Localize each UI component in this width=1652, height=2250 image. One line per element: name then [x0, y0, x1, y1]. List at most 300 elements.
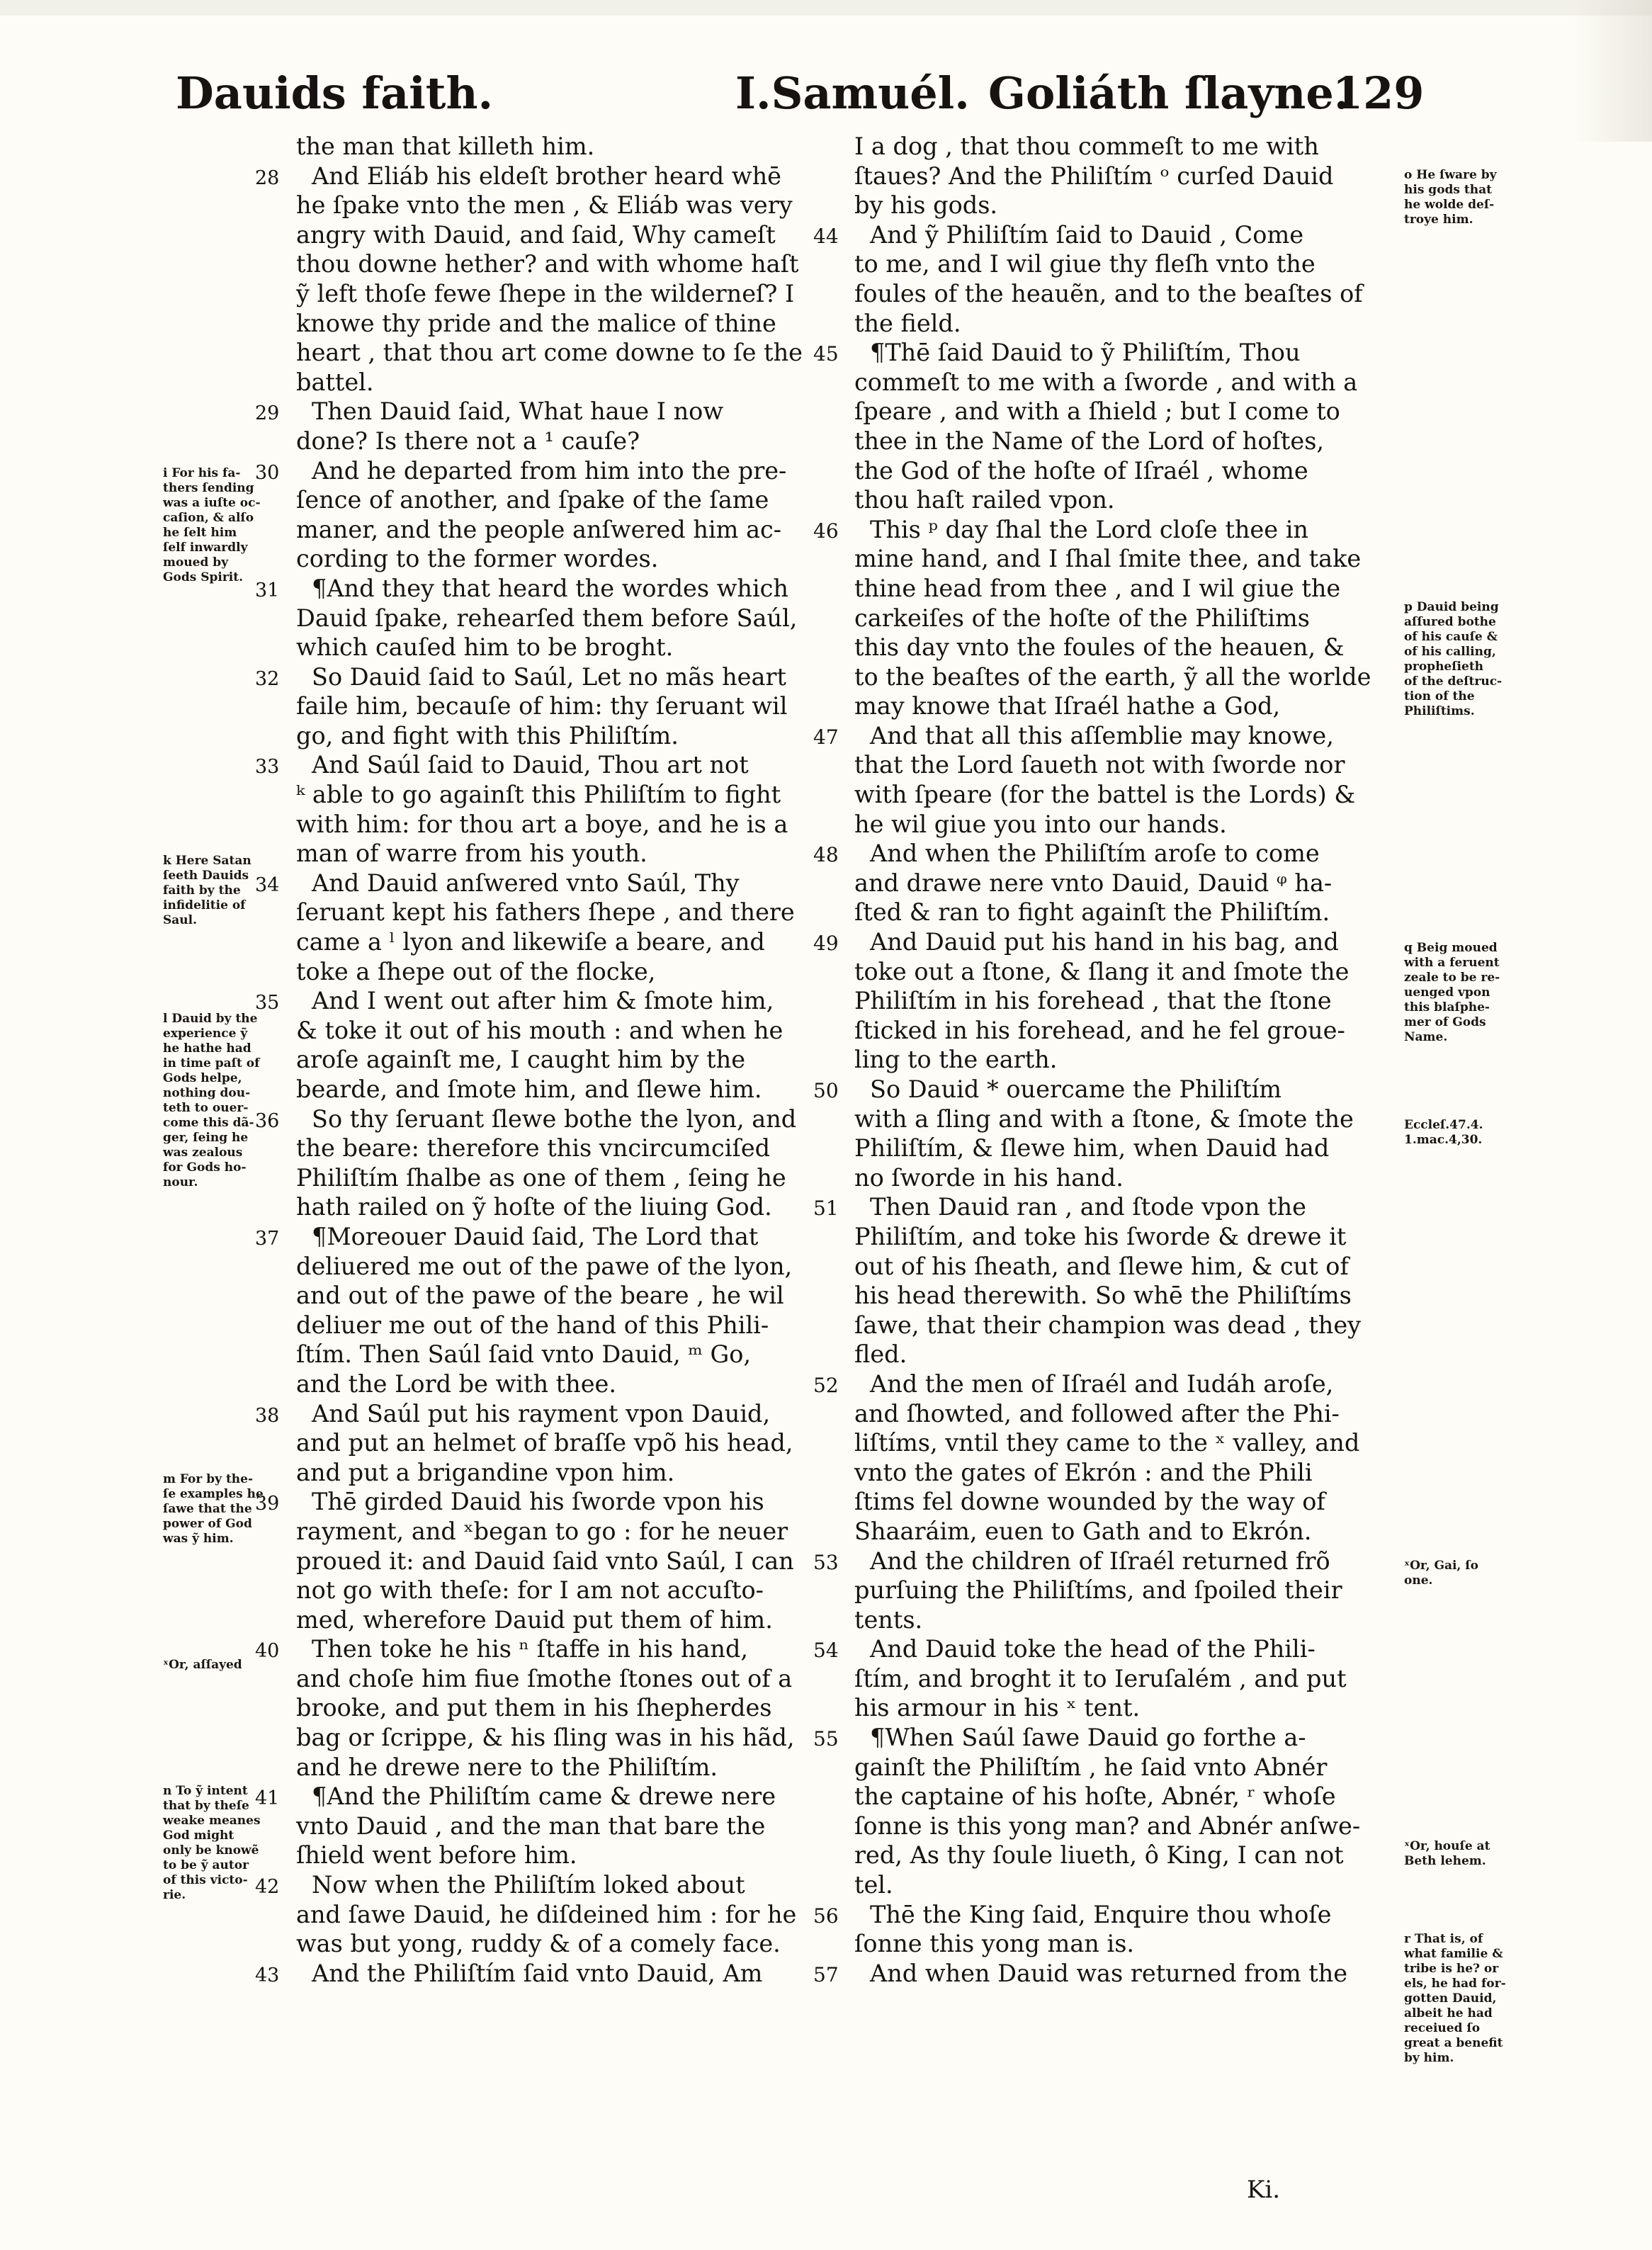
text-line	[854, 1311, 1407, 1340]
text-line	[854, 426, 1407, 456]
text-line	[854, 957, 1407, 987]
text-line	[854, 1841, 1407, 1870]
text-line	[296, 1340, 847, 1369]
verse-text: ¶When Saúl ſawe Dauid go forthe a-	[870, 1724, 1306, 1752]
verse-text: with ſpeare (for the battel is the Lords) &	[854, 781, 1356, 809]
text-line	[854, 1458, 1407, 1488]
verse-text: battel.	[296, 368, 374, 396]
verse-text: vnto Dauid , and the man that bare the	[296, 1811, 766, 1840]
text-line	[854, 485, 1407, 515]
margin-note-line: nothing dou-	[163, 1086, 251, 1100]
text-line	[813, 1192, 1407, 1222]
verse-text: to the beaſtes of the earth, ỹ all the worlde	[854, 662, 1371, 691]
text-line	[296, 1517, 847, 1547]
margin-note	[1404, 941, 1500, 1045]
text-line	[296, 544, 847, 574]
margin-note-line: p Dauid being	[1404, 600, 1499, 614]
verse-text: And he departed from him into the pre-	[312, 456, 787, 485]
verse-text: So thy ſeruant ſlewe bothe the lyon, and	[312, 1104, 797, 1133]
verse-text: to me, and I wil giue thy fleſh vnto the	[854, 250, 1316, 278]
text-line	[854, 1664, 1407, 1694]
margin-note-line: rie.	[163, 1888, 186, 1902]
verse-text: and put a brigandine vpon him.	[296, 1458, 675, 1486]
text-line	[255, 574, 847, 604]
verse-text: may knowe that Iſraél hathe a God,	[854, 692, 1281, 720]
verse-number: 54	[813, 1639, 839, 1663]
verse-text: Philiſtím in his forehead , that the ſtone	[854, 987, 1332, 1015]
verse-text: and out of the pawe of the beare , he wil	[296, 1282, 784, 1310]
margin-note-line: receiued ſo	[1404, 2021, 1481, 2035]
margin-note	[1404, 1932, 1506, 2066]
text-line	[296, 1605, 847, 1635]
text-line	[296, 1693, 847, 1723]
verse-text: This ᵖ day ſhal the Lord cloſe thee in	[870, 515, 1308, 543]
text-line	[296, 927, 847, 957]
text-line	[854, 986, 1407, 1016]
margin-note-line: of this victo-	[163, 1873, 248, 1887]
margin-note-line: he wolde deſ-	[1404, 198, 1495, 212]
margin-note-line: r That is, of	[1404, 1932, 1483, 1946]
verse-number: 40	[255, 1640, 280, 1663]
margin-note-line: power of God	[163, 1517, 252, 1531]
verse-text: and he drewe nere to the Philiſtím.	[296, 1753, 718, 1781]
verse-text: bearde, and ſmote him, and ſlewe him.	[296, 1075, 762, 1103]
text-line	[854, 1134, 1407, 1163]
verse-number: 35	[255, 992, 280, 1014]
text-line	[813, 1369, 1407, 1399]
text-line	[854, 1281, 1407, 1311]
margin-note-line: els, he had for-	[1404, 1977, 1506, 1991]
text-line	[296, 1428, 847, 1458]
margin-note-line: Eccleſ.47.4.	[1404, 1118, 1483, 1132]
text-line	[255, 1959, 847, 1989]
verse-text: ſtím. Then Saúl ſaid vnto Dauid, ᵐ Go,	[296, 1340, 752, 1369]
verse-text: Dauid ſpake, rehearſed them before Saúl,	[296, 604, 798, 632]
verse-text: rayment, and ˣbegan to go : for he neuer	[296, 1517, 788, 1545]
verse-text: toke out a ſtone, & ſlang it and ſmote the	[854, 957, 1350, 985]
margin-note	[163, 1012, 259, 1190]
margin-note-line: weake meanes	[163, 1814, 261, 1828]
text-line	[854, 1693, 1407, 1723]
verse-text: by his gods.	[854, 191, 998, 220]
verse-text: ling to the earth.	[854, 1046, 1058, 1074]
verse-text: Philiſtím, & ſlewe him, when Dauid had	[854, 1134, 1330, 1163]
verse-text: and drawe nere vnto Dauid, Dauid ᵠ ha-	[854, 869, 1333, 897]
verse-text: his armour in his ˣ tent.	[854, 1694, 1141, 1722]
text-line	[854, 662, 1407, 692]
margin-note-line: with a feruent	[1404, 956, 1500, 970]
margin-note-line: i For his fa-	[163, 466, 241, 480]
verse-text: ſted & ran to fight againſt the Philiſtím.	[854, 898, 1330, 927]
verse-text: tents.	[854, 1605, 923, 1634]
verse-text: gainſt the Philiſtím , he ſaid vnto Abnér	[854, 1753, 1328, 1781]
verse-text: not go with theſe: for I am not accuſto-	[296, 1576, 764, 1605]
verse-text: Now when the Philiſtím loked about	[312, 1871, 745, 1899]
verse-text: & toke it out of his mouth : and when he	[296, 1016, 783, 1044]
verse-text: carkeiſes of the hoſte of the Philiſtims	[854, 604, 1310, 632]
text-line	[813, 1075, 1407, 1104]
text-line	[813, 515, 1407, 545]
margin-note-line: albeit he had	[1404, 2006, 1493, 2020]
verse-text: Thē girded Dauid his ſworde vpon his	[312, 1488, 764, 1516]
text-line	[813, 927, 1407, 957]
margin-note-line: ˣOr, houſe at	[1404, 1839, 1490, 1853]
margin-note-line: troye him.	[1404, 213, 1473, 227]
verse-text: heart , that thou art come downe to ſe the	[296, 339, 803, 367]
margin-note-line: his gods that	[1404, 183, 1492, 197]
verse-text: out of his ſheath, and ſlewe him, & cut of	[854, 1252, 1349, 1280]
margin-note	[1404, 1118, 1483, 1148]
text-line	[296, 309, 847, 339]
margin-note-line: that by theſe	[163, 1799, 249, 1813]
text-line	[813, 1634, 1407, 1664]
margin-note-line: faith by the	[163, 883, 241, 898]
text-line	[854, 1252, 1407, 1282]
text-line	[854, 1163, 1407, 1193]
text-line	[854, 604, 1407, 633]
text-line	[854, 1487, 1407, 1517]
verse-text: And Dauid put his hand in his bag, and	[870, 928, 1339, 956]
verse-text: faile him, becauſe of him: thy ſeruant wil	[296, 692, 788, 720]
verse-number: 36	[255, 1109, 280, 1132]
margin-note-line: this blaſphe-	[1404, 1000, 1490, 1014]
text-line	[255, 1399, 847, 1429]
text-line	[854, 633, 1407, 662]
verse-number: 32	[255, 667, 280, 690]
verse-number: 50	[813, 1079, 839, 1102]
verse-text: the captaine of his hoſte, Abnér, ʳ whoſe	[854, 1782, 1336, 1811]
verse-text: the field.	[854, 309, 961, 337]
verse-number: 47	[813, 725, 839, 749]
verse-number: 34	[255, 874, 280, 896]
text-line	[255, 869, 847, 898]
text-line	[854, 1517, 1407, 1547]
margin-note-line: God might	[163, 1828, 234, 1843]
margin-note	[1404, 1559, 1478, 1588]
margin-note-line: o He ſware by	[1404, 168, 1497, 182]
margin-note-line: one.	[1404, 1573, 1433, 1588]
text-line	[813, 220, 1407, 250]
verse-text: ſhield went before him.	[296, 1841, 577, 1870]
verse-text: man of warre from his youth.	[296, 839, 647, 868]
verse-text: and ſhowted, and followed after the Phi-	[854, 1399, 1340, 1428]
verse-text: med, wherefore Dauid put them of him.	[296, 1605, 773, 1634]
verse-number: 37	[255, 1227, 280, 1250]
verse-text: And Dauid anſwered vnto Saúl, Thy	[312, 869, 740, 897]
margin-note	[163, 466, 261, 585]
margin-note-line: come this dã-	[163, 1116, 254, 1130]
margin-note	[163, 1658, 242, 1673]
margin-note-line: he hathe had	[163, 1041, 251, 1056]
text-line	[854, 869, 1407, 898]
verse-text: purſuing the Philiſtíms, and ſpoiled their	[854, 1576, 1342, 1605]
verse-text: and choſe him fiue ſmothe ſtones out of a	[296, 1664, 793, 1692]
verse-text: foules of the heauẽn, and to the beaſtes of	[854, 279, 1363, 307]
verse-text: was but yong, ruddy & of a comely face.	[296, 1930, 781, 1958]
margin-note-line: tribe is he? or	[1404, 1962, 1499, 1976]
verse-text: Thē the King ſaid, Enquire thou whoſe	[870, 1900, 1332, 1928]
margin-note-line: gotten Dauid,	[1404, 1991, 1497, 2006]
verse-text: the beare: therefore this vncircumciſed	[296, 1134, 771, 1163]
verse-text: cording to the former wordes.	[296, 545, 659, 573]
margin-note-line: ſelf inwardly	[163, 541, 248, 555]
text-line	[854, 1811, 1407, 1841]
text-line	[296, 810, 847, 839]
verse-number: 46	[813, 519, 839, 543]
verse-text: ſawe, that their champion was dead , they	[854, 1311, 1362, 1339]
text-line	[296, 1281, 847, 1311]
verse-text: he wil giue you into our hands.	[854, 810, 1227, 838]
text-line	[813, 338, 1407, 368]
verse-text: that the Lord ſaueth not with ſworde nor	[854, 751, 1345, 779]
verse-text: ¶Thē ſaid Dauid to ỹ Philiſtím, Thou	[870, 339, 1301, 367]
verse-text: done? Is there not a ¹ cauſe?	[296, 426, 640, 455]
margin-note-line: what familie &	[1404, 1947, 1503, 1961]
text-line	[854, 397, 1407, 426]
verse-text: ſticked in his forehead, and he fel groue-	[854, 1016, 1345, 1044]
verse-text: And Saúl ſaid to Dauid, Thou art not	[312, 751, 749, 779]
verse-text: tel.	[854, 1871, 893, 1899]
verse-number: 51	[813, 1197, 839, 1221]
verse-text: ỹ left thoſe fewe ſhepe in the wilderneſ? I	[296, 279, 795, 307]
verse-text: commeſt to me with a ſworde , and with a	[854, 368, 1358, 396]
verse-number: 52	[813, 1373, 839, 1397]
page-number: 129	[1333, 67, 1425, 119]
verse-text: And the Philiſtím ſaid vnto Dauid, Am	[312, 1959, 763, 1987]
text-line	[255, 1870, 847, 1900]
text-line	[296, 1045, 847, 1075]
verse-text: proued it: and Dauid ſaid vnto Saúl, I can	[296, 1547, 794, 1575]
verse-number: 31	[255, 579, 280, 601]
verse-text: toke a ſhepe out of the flocke,	[296, 957, 656, 985]
text-line	[255, 397, 847, 426]
verse-text: ſonne this yong man is.	[854, 1930, 1135, 1958]
text-line	[296, 1134, 847, 1163]
text-line	[296, 485, 847, 515]
verse-text: red, As thy ſoule liueth, ô King, I can not	[854, 1841, 1344, 1870]
verse-text: ſpeare , and with a ſhield ; but I come to	[854, 397, 1340, 426]
text-line	[854, 191, 1407, 220]
verse-text: thou haſt railed vpon.	[854, 486, 1115, 514]
margin-note-line: aſſured bothe	[1404, 615, 1496, 629]
verse-number: 38	[255, 1404, 280, 1427]
margin-note-line: n To ỹ intent	[163, 1784, 248, 1798]
margin-note	[163, 1472, 264, 1547]
margin-note-line: experience ỹ	[163, 1027, 248, 1041]
verse-text: ¶And they that heard the wordes which	[312, 574, 788, 602]
margin-note-line: Beth lehem.	[1404, 1854, 1486, 1868]
verse-text: Then Dauid ran , and ſtode vpon the	[870, 1193, 1306, 1221]
margin-note-line: only be knowẽ	[163, 1843, 259, 1858]
verse-text: which cauſed him to be broght.	[296, 633, 674, 662]
verse-text: aroſe againſt me, I caught him by the	[296, 1046, 746, 1074]
verse-text: thee in the Name of the Lord of hoſtes,	[854, 426, 1325, 455]
left-text-column	[255, 132, 847, 1988]
text-line	[296, 633, 847, 662]
text-line	[296, 1664, 847, 1694]
verse-text: this day vnto the foules of the heauen, &	[854, 633, 1345, 662]
text-line	[296, 604, 847, 633]
verse-number: 33	[255, 756, 280, 779]
text-line	[296, 132, 847, 162]
verse-text: And when the Philiſtím aroſe to come	[870, 839, 1320, 868]
text-line	[296, 1192, 847, 1222]
text-line	[296, 1369, 847, 1399]
text-line	[296, 721, 847, 751]
text-line	[255, 1487, 847, 1517]
margin-note-line: by him.	[1404, 2051, 1454, 2065]
text-line	[854, 1340, 1407, 1369]
verse-text: Then toke he his ⁿ ſtaffe in his hand,	[312, 1635, 749, 1663]
text-line	[854, 750, 1407, 780]
text-line	[813, 1959, 1407, 1989]
catchword: Ki.	[1247, 2176, 1281, 2204]
verse-text: I a dog , that thou commeſt to me with	[854, 132, 1319, 160]
text-line	[854, 1045, 1407, 1075]
verse-number: 28	[255, 166, 280, 189]
verse-number: 53	[813, 1550, 839, 1574]
text-line	[854, 780, 1407, 810]
text-line	[255, 1634, 847, 1664]
text-line	[296, 1163, 847, 1193]
text-line	[854, 1753, 1407, 1782]
verse-text: Then Dauid ſaid, What haue I now	[312, 397, 723, 426]
text-line	[296, 691, 847, 721]
text-line	[296, 338, 847, 368]
verse-text: So Dauid * ouercame the Philiſtím	[870, 1075, 1282, 1103]
text-line	[854, 898, 1407, 927]
verse-text: bag or ſcrippe, & his ſling was in his hãd,	[296, 1724, 795, 1752]
verse-text: ſeruant kept his fathers ſhepe , and there	[296, 898, 795, 927]
text-line	[255, 1222, 847, 1252]
margin-note-line: ger, ſeing he	[163, 1131, 249, 1145]
verse-text: ſence of another, and ſpake of the ſame	[296, 486, 769, 514]
text-line	[813, 1723, 1407, 1753]
margin-note-line: nour.	[163, 1175, 198, 1189]
verse-text: no ſworde in his hand.	[854, 1163, 1124, 1192]
margin-note-line: moued by	[163, 555, 229, 570]
margin-note-line: Saul.	[163, 913, 198, 927]
verse-text: ſtím, and broght it to Ieruſalém , and put	[854, 1664, 1347, 1692]
verse-text: and the Lord be with thee.	[296, 1369, 617, 1398]
text-line	[255, 662, 847, 692]
verse-text: And that all this aſſemblie may knowe,	[870, 721, 1334, 750]
margin-note-line: in time paſt of	[163, 1056, 260, 1070]
text-line	[255, 1782, 847, 1811]
text-line	[854, 309, 1407, 339]
text-line	[296, 515, 847, 545]
text-line	[255, 456, 847, 486]
text-line	[296, 1753, 847, 1782]
text-line	[296, 1075, 847, 1104]
verse-text: ᵏ able to go againſt this Philiſtím to fight	[296, 781, 781, 809]
margin-note-line: l Dauid by the	[163, 1012, 258, 1026]
text-line	[296, 368, 847, 397]
text-line	[255, 986, 847, 1016]
facing-page-bleed	[1574, 0, 1652, 142]
text-line	[296, 1016, 847, 1046]
margin-note	[163, 854, 251, 928]
margin-note-line: ſe examples he	[163, 1487, 264, 1501]
margin-note-line: m For by the-	[163, 1472, 254, 1486]
verse-text: ſtims fel downe wounded by the way of	[854, 1488, 1325, 1516]
text-line	[854, 1222, 1407, 1252]
margin-note-line: great a benefit	[1404, 2036, 1503, 2050]
margin-note-line: Gods helpe,	[163, 1071, 242, 1085]
text-line	[854, 279, 1407, 309]
verse-text: Shaaráim, euen to Gath and to Ekrón.	[854, 1517, 1312, 1545]
margin-note	[163, 1784, 261, 1903]
margin-note-line: to be ỹ autor	[163, 1858, 249, 1872]
margin-note-line: mer of Gods	[1404, 1015, 1486, 1029]
text-line	[813, 1547, 1407, 1576]
verse-text: deliuered me out of the pawe of the lyon,	[296, 1252, 793, 1280]
verse-text: And the children of Iſraél returned frõ	[870, 1547, 1330, 1575]
verse-number: 49	[813, 932, 839, 956]
margin-note-line: q Beig moued	[1404, 941, 1498, 955]
text-line	[296, 1929, 847, 1959]
verse-number: 42	[255, 1876, 280, 1899]
margin-note-line: tion of the	[1404, 689, 1475, 703]
text-line	[854, 249, 1407, 279]
text-line	[296, 1723, 847, 1753]
verse-text: mine hand, and I ſhal ſmite thee, and take	[854, 545, 1362, 573]
margin-note-line: propheſieth	[1404, 660, 1484, 674]
verse-number: 30	[255, 461, 280, 484]
verse-number: 41	[255, 1787, 280, 1810]
verse-number: 55	[813, 1727, 839, 1751]
margin-note-line: ſeeth Dauids	[163, 869, 249, 883]
verse-text: And I went out after him & ſmote him,	[312, 987, 774, 1015]
verse-text: his head therewith. So whē the Philiſtíms	[854, 1282, 1352, 1310]
text-line	[296, 1458, 847, 1488]
text-line	[854, 1929, 1407, 1959]
verse-text: liſtíms, vntil they came to the ˣ valley, and	[854, 1429, 1360, 1457]
margin-note-line: of the deſtruc-	[1404, 674, 1503, 689]
text-line	[296, 957, 847, 987]
margin-note-line: teth to ouer-	[163, 1101, 249, 1115]
verse-text: and put an helmet of braſſe vpõ his head,	[296, 1429, 793, 1457]
verse-text: ſonne is this yong man? and Abnér anſwe-	[854, 1811, 1361, 1840]
text-line	[296, 249, 847, 279]
text-line	[255, 1104, 847, 1134]
verse-text: and ſawe Dauid, he diſdeined him : for he	[296, 1900, 797, 1928]
margin-note-line: Gods Spirit.	[163, 570, 244, 584]
margin-note-line: infidelitie of	[163, 898, 246, 912]
text-line	[296, 780, 847, 810]
text-line	[296, 1576, 847, 1605]
margin-note-line: thers ſending	[163, 481, 254, 495]
text-line	[854, 1576, 1407, 1605]
margin-note	[1404, 168, 1496, 227]
text-line	[854, 368, 1407, 397]
text-line	[813, 721, 1407, 751]
verse-text: the God of the hoſte of Iſraél , whome	[854, 456, 1308, 485]
verse-text: came a ˡ lyon and likewiſe a beare, and	[296, 928, 765, 956]
text-line	[255, 162, 847, 191]
margin-note	[1404, 600, 1502, 719]
text-line	[854, 1399, 1407, 1429]
text-line	[813, 1900, 1407, 1930]
verse-text: deliuer me out of the hand of this Phili-	[296, 1311, 769, 1339]
margin-note-line: k Here Satan	[163, 854, 251, 868]
text-line	[296, 426, 847, 456]
verse-text: he ſpake vnto the men , & Eliáb was very	[296, 191, 793, 220]
text-line	[854, 1104, 1407, 1134]
text-line	[296, 220, 847, 250]
verse-number: 44	[813, 224, 839, 248]
running-head-left: Dauids faith.	[176, 67, 494, 119]
